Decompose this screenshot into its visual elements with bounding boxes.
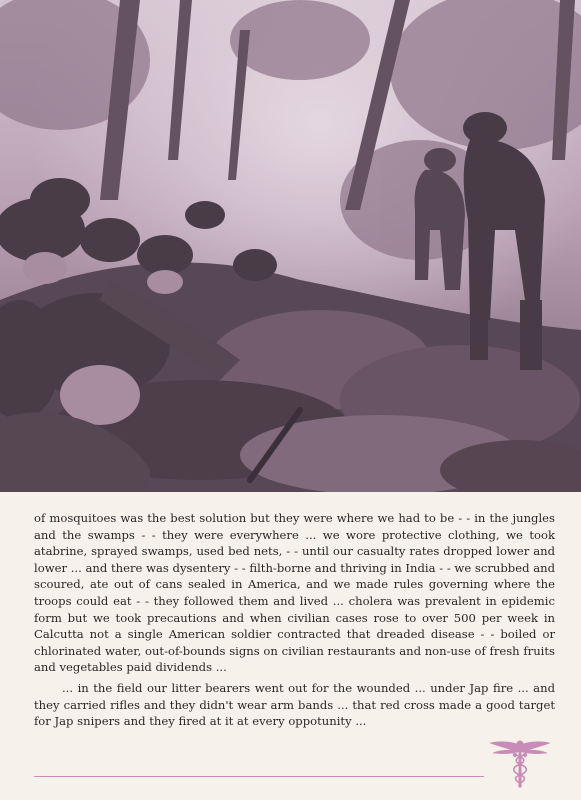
caduceus-svg: [488, 737, 552, 789]
body-paragraph: ... in the field our litter bearers went out for the wounded ... under Jap fire ... and they carried rifles and they didn't wear arm bands ... that red cross made a good target for Jap snipers and they fired at it at every oppotunity ...: [34, 680, 555, 729]
body-text: [34, 510, 555, 730]
body-paragraph: of mosquitoes was the best solution but they were where we had to be - - in the jungles and the swamps - - they were everywhere ... we wore protective clothing, we took atabrine, sprayed swamps, used bed nets, - - until our casualty rates dropped lower and lower ... and there was dysentery - - filth-borne and thriving in India - - we scrubbed and scoured, ate out of cans sealed in America, and we made rules governing where the troops could eat - - they followed them and lived ... cholera was prevalent in epidemic form but we took precautions and when civilian cases rose to over 500 per week in Calcutta not a single American soldier contracted that dreaded disease - - boiled or chlorinated water, out-of-bounds signs on civilian restaurants and non-use of fresh fruits and vegetables paid dividends ...: [34, 511, 555, 675]
caduceus-icon: [488, 737, 552, 789]
footer-rule: [34, 776, 484, 777]
